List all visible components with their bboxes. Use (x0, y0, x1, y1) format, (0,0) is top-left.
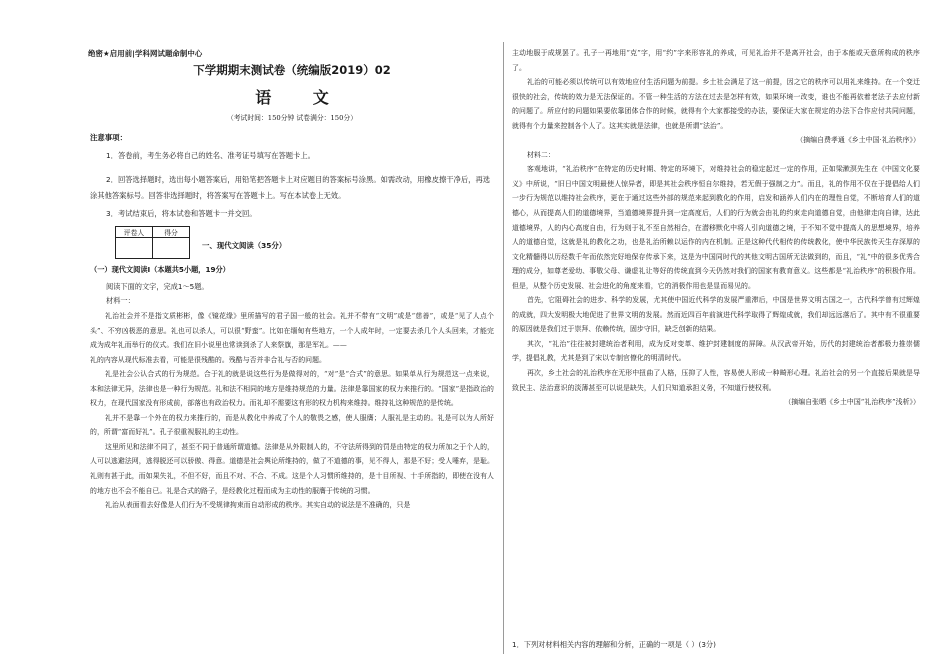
column-divider (503, 42, 504, 654)
material1-label: 材料一： (106, 296, 135, 305)
material1-paragraph: 礼治社会并不是指文质彬彬，像《镜花缘》里所描写的君子国一般的社会。礼并不带有“文明”或是“慈善”，或是“见了人点个头”、不穷凶极恶的意思。礼也可以杀人，可以很“野蛮”。比如在缅甸有些地方，一个人成年时，一定要去杀几个人头回来，才能完成为成年礼而举行的仪式。我们在旧小说里也常读到杀了人来祭旗，那是军礼。—— (90, 312, 494, 350)
reviewer-cell (116, 238, 153, 259)
material1-body (90, 309, 494, 513)
score-cell (153, 238, 190, 259)
subject-title: 语 文 (255, 88, 347, 107)
material2-paragraph: 再次，乡土社会的礼治秩序在无形中扭曲了人格，压抑了人性，容易使人形成一种畸形心理。礼治社会的另一个直接后果就是导致民主、法治意识的淡薄甚至可以说是缺失，人们只知道承担义务，不知道行使权利。 (512, 369, 920, 392)
notice-heading: 注意事项： (90, 133, 127, 142)
notice-item: 3．考试结束后，将本试卷和答题卡一并交回。 (106, 209, 257, 218)
section-heading: 一、现代文阅读（35分） (202, 241, 287, 250)
notice-item: 2．回答选择题时，选出每小题答案后，用铅笔把答题卡上对应题目的答案标号涂黑。如需改动，用橡皮擦干净后，再选涂其他答案标号。回答非选择题时，将答案写在答题卡上。写在本试卷上无效。 (90, 175, 491, 200)
reviewer-label: 评卷人 (116, 227, 153, 238)
left-column (88, 0, 496, 672)
continuation-paragraph: 礼治的可能必须以传统可以有效地应付生活问题为前提。乡土社会满足了这一前提，因之它的秩序可以用礼来维持。在一个变迁很快的社会，传统的效力是无法保证的。不管一种生活的方法在过去是怎样有效，如果环境一改变，谁也不能再依着老法子去应付新的问题了。所应付的问题如果要依靠团体合作的时候，就得有个大家都接受的办法，要保证大家在规定的办法下合作应付共同问题，就得有个力量来控制各个人了。这其实就是法律，也就是所谓“法治”。 (512, 78, 920, 130)
exam-title: 下学期期末测试卷（统编版2019）02 (193, 63, 391, 77)
material1-paragraph: 礼并不是靠一个外在的权力来推行的，而是从教化中养成了个人的敬畏之感，使人服膺；人服礼是主动的。礼是可以为人所好的，所谓“富而好礼”。孔子很重视服礼的主动性。 (90, 413, 494, 437)
reading-instruction: 阅读下面的文字，完成1～5题。 (106, 282, 209, 291)
score-label: 得分 (153, 227, 190, 238)
source-citation: （摘编自费孝通《乡土中国·礼治秩序》） (796, 136, 920, 145)
question-1: 1．下列对材料相关内容的理解和分析，正确的一项是（ ）(3分) (512, 640, 716, 649)
material2-paragraph: 首先，它阻碍社会的进步、科学的发展，尤其使中国近代科学的发展严重滞后，中国是世界文明古国之一，古代科学曾有过辉煌的成就，四大发明极大地促进了世界文明的发展。然而近四百年前演进代科学取得了辉煌成就，我们却远远落后了。其中有不很重要的原因就是我们过于崇拜、依赖传统，固步守旧，缺乏创新的结果。 (512, 296, 920, 334)
continuation-paragraph: 主动地服于成规罢了。孔子一再地用“克”字，用“约”字来形容礼的养成，可见礼治并不是离开社会，由于本能或天意所构成的秩序了。 (512, 49, 920, 72)
source-citation: （摘编自张晒《乡土中国“礼治秩序”浅析》） (784, 398, 920, 407)
material1-paragraph: 这里所见和法律不同了，甚至不同于普通所谓道德。法律是从外限制人的，不守法所得到的罚是由特定的权力所加之于个人的，人可以逃避法网，逃得脱还可以骄傲、得意。道德是社会舆论所维持的，做了不道德的事，见不得人，那是不好；受人唾弃，是耻。礼则有甚于此，而如果失礼，不但不好，而且不对、不合、不成。这是个人习惯所维持的，是十目所视、十手所指的，即使在没有人的地方也不会不能自已。礼是合式的路子，是经教化过程而成为主动性的服膺于传统的习惯。 (90, 442, 494, 495)
material1-paragraph: 礼是社会公认合式的行为规范。合于礼的就是说这些行为是做得对的，“对”是“合式”的意思。如果单从行为规范这一点来说，本和法律无异，法律也是一种行为规范。礼和法不相同的地方是维持规范的力量。法律是靠国家的权力来推行的。“国家”是指政治的权力，在现代国家没有形成前，部落也有政治权力。而礼却不需要这有形的权力机构来维持。维持礼这种规范的是传统。 (90, 370, 494, 408)
material1-paragraph: 礼的内容从现代标准去看，可能是很残酷的。残酷与否并非合礼与否的问题。 (90, 355, 326, 364)
material2-paragraph: 其次，“礼治”往往被封建统治者利用，成为反对变革、维护封建制度的屏障。从汉武帝开始，历代的封建统治者都极力推崇儒学，提倡礼教，尤其是到了宋以专制官僚化的明清时代。 (512, 339, 920, 363)
material2-paragraph: 客观地讲，“礼治秩序”在特定的历史时期、特定的环境下，对维持社会的稳定起过一定的作用，正如梁漱溟先生在《中国文化要义》中所说，“旧日中国文明最使人惊异者，即是其社会秩序恒自尔维持，若无假于强制之力”。而且，礼的作用不仅在于提倡给人们一步行为规范以维持社会秩序，更在于通过这些外部的规范来起到教化的作用，启发和涵养人们内在的理性自觉，不断培育人们的道德心，从而提高人们的道德境界，当道德境界提升到一定高度后，人们的行为就会由礼的约束走向道德自觉，由他律走向自律，达此道德境界，人的内心高度自由，行为则于礼不至自然相合，在潜移默化中将人引向道德之境，于不知不觉中提高人的思想境界，培养人的道德自觉，这就是礼的教化之功，也是礼治所赖以运作的内在机制。正是这种代代相传的传统教化，使中华民族传天生存深厚的文化精髓得以历经数千年而依然完好地保存传承下来，这是为中国同时代的其他文明古国所无法做到的，而且，“礼”中的很多优秀合理的成分，如尊老爱幼、事敬父母、谦虚礼让等好的传统直到今天仍然对我们的国家有教育意义。这些都是“礼治秩序”的积极作用。但是，从整个历史发展、社会进化的角度来看，它的消极作用也是显而易见的。 (512, 165, 920, 290)
right-body (512, 46, 920, 410)
exam-info: （考试时间：150分钟 试卷满分：150分） (226, 114, 358, 122)
material1-paragraph: 礼治从表面看去好像是人们行为不受规律拘束而自动形成的秩序。其实自动的说法是不准确的，只是 (105, 501, 411, 510)
notice-item: 1．答卷前，考生务必将自己的姓名、准考证号填写在答题卡上。 (106, 151, 315, 160)
confidential-mark: 绝密★启用前|学科网试题命制中心 (88, 49, 203, 58)
material2-label: 材料二： (527, 150, 555, 159)
sub-section-heading: （一）现代文阅读Ⅰ（本题共5小题，19分） (90, 265, 230, 274)
score-table (115, 226, 190, 259)
right-column (512, 0, 922, 672)
